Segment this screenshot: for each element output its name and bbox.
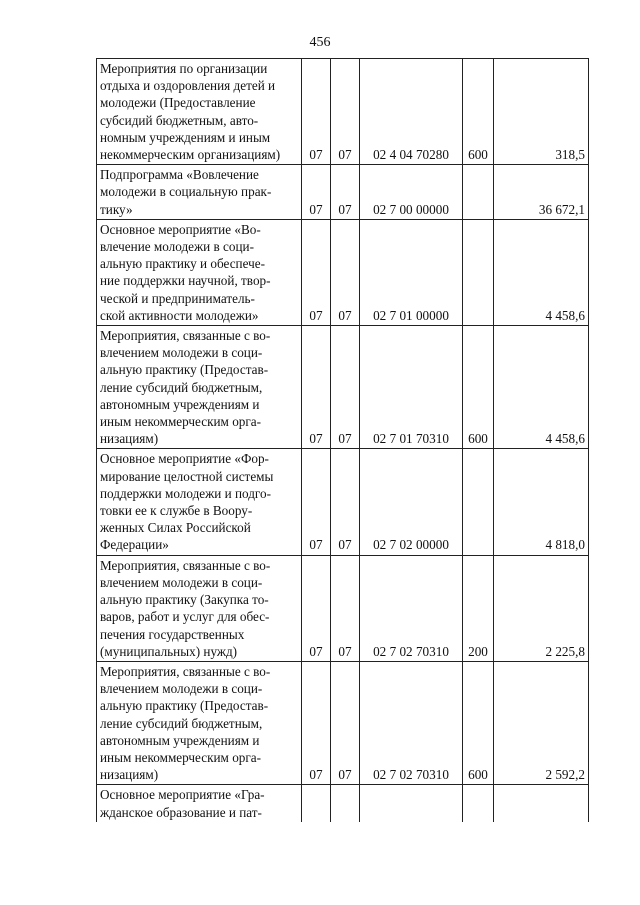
row-name-line: Мероприятия по организации xyxy=(100,61,268,76)
budget-table xyxy=(96,58,589,822)
row-name-line: автономным учреждениям и xyxy=(100,396,260,412)
row-name-line: печения государственных xyxy=(100,626,245,642)
amount-cell: 36 672,1 xyxy=(494,165,589,220)
amount-cell xyxy=(494,785,589,822)
target-article-cell xyxy=(360,785,463,822)
row-name-line: влечением молодежи в соци- xyxy=(100,574,263,590)
table-row xyxy=(97,555,589,661)
subsection-code-cell xyxy=(331,785,360,822)
row-name-line: Мероприятия, связанные с во- xyxy=(100,328,271,344)
subsection-code-cell: 07 xyxy=(331,219,360,325)
page-number: 456 xyxy=(309,35,331,50)
section-code-cell xyxy=(302,785,331,822)
section-code-cell: 07 xyxy=(302,449,331,555)
row-name-line: низациям) xyxy=(100,431,159,447)
row-name-line: поддержки молодежи и подго- xyxy=(100,485,271,501)
section-code-cell: 07 xyxy=(302,326,331,449)
row-name-line: низациям) xyxy=(100,767,159,783)
row-name-line: молодежи (Предоставление xyxy=(100,95,256,111)
row-name-line: Основное мероприятие «Фор- xyxy=(100,451,269,467)
table-row xyxy=(97,785,589,822)
row-name-line: автономным учреждениям и xyxy=(100,732,260,748)
subsection-code-cell: 07 xyxy=(331,449,360,555)
row-name-line: некоммерческим организациям) xyxy=(100,147,281,163)
row-name-line: ление субсидий бюджетным, xyxy=(100,715,263,731)
row-name-line: ние поддержки научной, твор- xyxy=(100,273,271,289)
row-name-line: Федерации» xyxy=(100,537,169,553)
amount-cell: 4 458,6 xyxy=(494,326,589,449)
row-name-line: альную практику (Предостав- xyxy=(100,698,269,714)
expense-type-cell: 200 xyxy=(463,555,494,661)
row-name-cell xyxy=(97,326,302,449)
target-article-cell: 02 7 01 00000 xyxy=(360,219,463,325)
row-name-line: товки ее к службе в Воору- xyxy=(100,503,253,519)
row-name-line: влечением молодежи в соци- xyxy=(100,681,263,697)
table-row xyxy=(97,59,589,165)
row-name-line: альную практику (Закупка то- xyxy=(100,592,269,608)
target-article-cell: 02 7 02 70310 xyxy=(360,661,463,784)
expense-type-cell xyxy=(463,165,494,220)
amount-cell: 4 818,0 xyxy=(494,449,589,555)
amount-cell: 318,5 xyxy=(494,59,589,165)
row-name-line: альную практику и обеспече- xyxy=(100,256,266,272)
table-row xyxy=(97,661,589,784)
expense-type-cell: 600 xyxy=(463,661,494,784)
row-name-line: ской активности молодежи» xyxy=(100,307,259,323)
row-name-line: влечением молодежи в соци- xyxy=(100,345,263,361)
amount-cell: 2 592,2 xyxy=(494,661,589,784)
row-name-line: Подпрограмма «Вовлечение xyxy=(100,167,259,183)
expense-type-cell: 600 xyxy=(463,59,494,165)
row-name-line: отдыха и оздоровления детей и xyxy=(100,78,276,94)
row-name-cell xyxy=(97,219,302,325)
amount-cell: 2 225,8 xyxy=(494,555,589,661)
row-name-line: номным учреждениям и иным xyxy=(100,129,271,145)
expense-type-cell xyxy=(463,449,494,555)
amount-cell: 4 458,6 xyxy=(494,219,589,325)
row-name-line: субсидий бюджетным, авто- xyxy=(100,112,259,128)
target-article-cell: 02 7 01 70310 xyxy=(360,326,463,449)
table-row xyxy=(97,219,589,325)
table-body xyxy=(97,59,589,822)
row-name-line: молодежи в социальную прак- xyxy=(100,184,272,200)
row-name-line: иным некоммерческим орга- xyxy=(100,749,262,765)
table-row xyxy=(97,165,589,220)
row-name-line: ческой и предприниматель- xyxy=(100,290,255,306)
row-name-cell xyxy=(97,165,302,220)
row-name-cell xyxy=(97,59,302,165)
row-name-cell xyxy=(97,661,302,784)
section-code-cell: 07 xyxy=(302,59,331,165)
row-name-line: мирование целостной системы xyxy=(100,468,274,484)
section-code-cell: 07 xyxy=(302,661,331,784)
row-name-line: жданское образование и пат- xyxy=(100,804,262,820)
row-name-line: (муниципальных) нужд) xyxy=(100,643,238,659)
row-name-line: иным некоммерческим орга- xyxy=(100,414,262,430)
expense-type-cell: 600 xyxy=(463,326,494,449)
subsection-code-cell: 07 xyxy=(331,326,360,449)
table-row xyxy=(97,449,589,555)
section-code-cell: 07 xyxy=(302,165,331,220)
target-article-cell: 02 4 04 70280 xyxy=(360,59,463,165)
section-code-cell: 07 xyxy=(302,555,331,661)
row-name-line: влечение молодежи в соци- xyxy=(100,239,254,255)
expense-type-cell xyxy=(463,219,494,325)
target-article-cell: 02 7 02 70310 xyxy=(360,555,463,661)
row-name-cell xyxy=(97,449,302,555)
row-name-line: альную практику (Предостав- xyxy=(100,362,269,378)
row-name-line: Основное мероприятие «Гра- xyxy=(100,787,265,803)
row-name-line: Основное мероприятие «Во- xyxy=(100,221,261,237)
row-name-cell xyxy=(97,555,302,661)
scan-margin-mark xyxy=(0,30,1,40)
row-name-line: тику» xyxy=(100,201,133,217)
subsection-code-cell: 07 xyxy=(331,661,360,784)
row-name-line: Мероприятия, связанные с во- xyxy=(100,663,271,679)
row-name-line: женных Силах Российской xyxy=(100,520,251,536)
subsection-code-cell: 07 xyxy=(331,59,360,165)
section-code-cell: 07 xyxy=(302,219,331,325)
row-name-line: Мероприятия, связанные с во- xyxy=(100,557,271,573)
row-name-cell xyxy=(97,785,302,822)
row-name-line: варов, работ и услуг для обес- xyxy=(100,609,270,625)
target-article-cell: 02 7 00 00000 xyxy=(360,165,463,220)
table-row xyxy=(97,326,589,449)
subsection-code-cell: 07 xyxy=(331,165,360,220)
target-article-cell: 02 7 02 00000 xyxy=(360,449,463,555)
subsection-code-cell: 07 xyxy=(331,555,360,661)
expense-type-cell xyxy=(463,785,494,822)
row-name-line: ление субсидий бюджетным, xyxy=(100,379,263,395)
